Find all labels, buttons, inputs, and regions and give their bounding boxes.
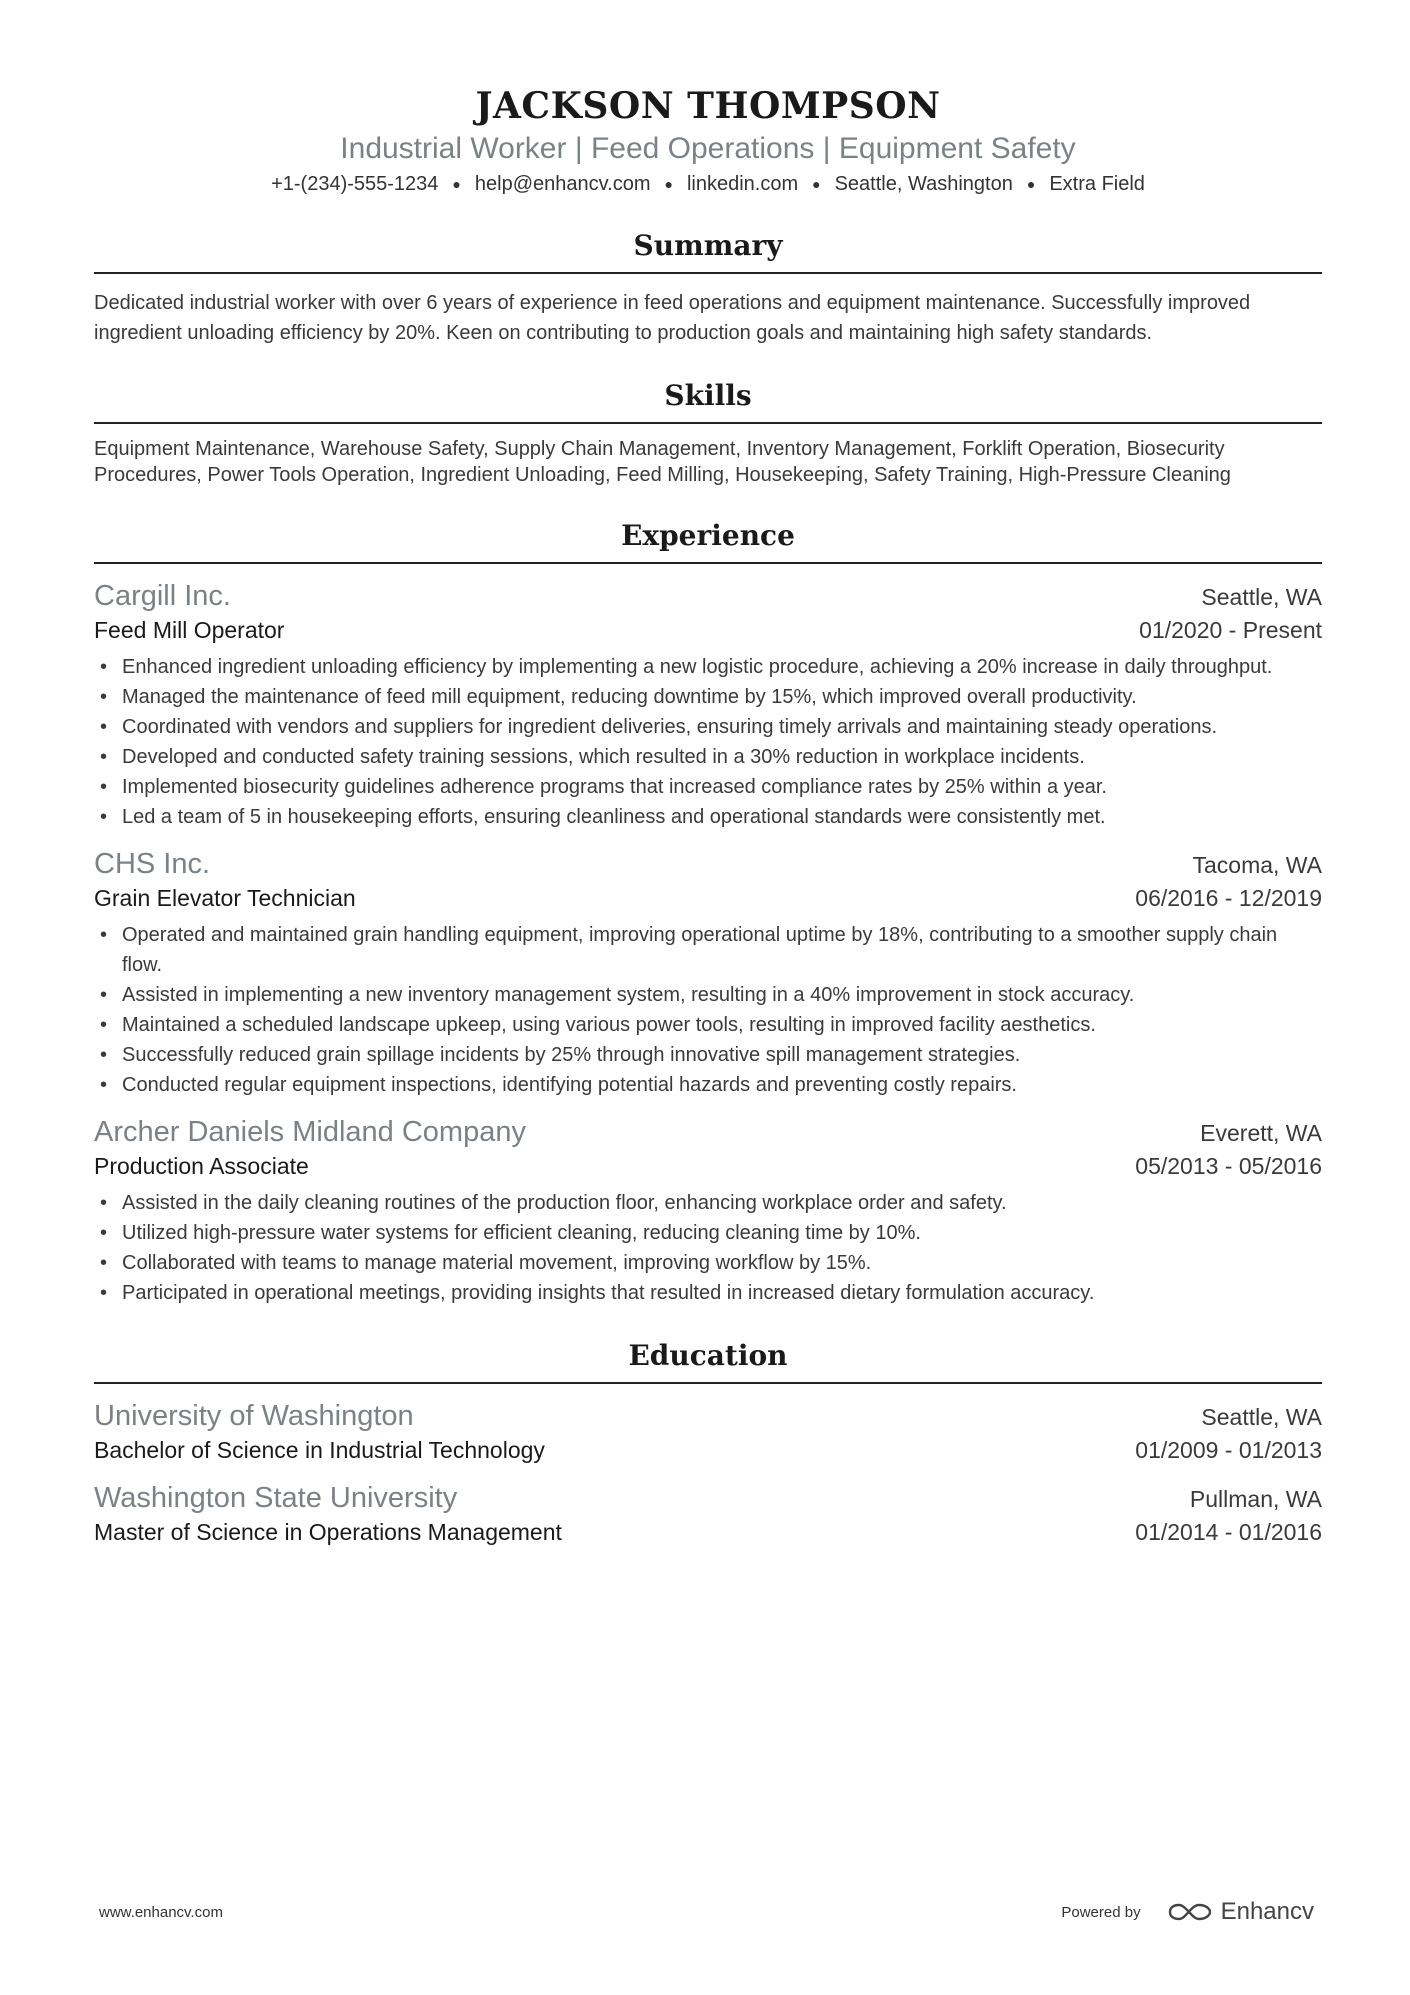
bullet-icon: • bbox=[100, 1282, 108, 1304]
bullet-icon: • bbox=[100, 1222, 108, 1244]
bullet-separator: ● bbox=[452, 176, 461, 192]
summary-section bbox=[94, 228, 1322, 348]
experience-heading: Experience bbox=[94, 518, 1322, 564]
bullet-icon: • bbox=[100, 1192, 108, 1214]
enhancv-brand-name: Enhancv bbox=[1220, 1898, 1314, 1925]
bullet-separator: ● bbox=[1026, 176, 1036, 192]
experience-entry bbox=[94, 846, 1322, 1100]
bullet-icon: • bbox=[100, 776, 108, 798]
bullet-icon: • bbox=[100, 746, 108, 768]
list-item: • Assisted in the daily cleaning routines of the production floor, enhancing workplace order and safety. bbox=[94, 1188, 1322, 1218]
candidate-name: JACKSON THOMPSON bbox=[475, 85, 941, 127]
skills-heading: Skills bbox=[94, 378, 1322, 424]
bullet-icon: • bbox=[100, 1074, 108, 1096]
list-item: • Coordinated with vendors and suppliers for ingredient deliveries, ensuring timely arrivals and maintaining steady operations. bbox=[94, 712, 1322, 742]
school-name: University of Washington bbox=[94, 1400, 414, 1432]
experience-entry bbox=[94, 1114, 1322, 1308]
list-item: • Developed and conducted safety training sessions, which resulted in a 30% reduction in workplace incidents. bbox=[94, 742, 1322, 772]
list-item: • Successfully reduced grain spillage incidents by 25% through innovative spill management strategies. bbox=[94, 1040, 1322, 1070]
job-dates: 01/2020 - Present bbox=[1139, 617, 1322, 643]
job-dates: 05/2013 - 05/2016 bbox=[1135, 1153, 1322, 1179]
job-location: Seattle, WA bbox=[1201, 584, 1322, 610]
contact-line bbox=[94, 170, 1322, 198]
enhancv-logo-icon bbox=[1167, 1901, 1213, 1923]
bullet-separator: ● bbox=[664, 176, 673, 192]
bullet-icon: • bbox=[100, 924, 108, 946]
bullet-icon: • bbox=[100, 1014, 108, 1036]
bullet-icon: • bbox=[100, 686, 108, 708]
contact-linkedin: linkedin.com bbox=[686, 173, 799, 195]
summary-text: Dedicated industrial worker with over 6 years of experience in feed operations and equipment maintenance. Successfully improved ingredient unloading efficiency by 20%. Keen on contributing to production goals and maintaining high safety standards. bbox=[94, 292, 1251, 344]
job-location: Everett, WA bbox=[1200, 1120, 1322, 1146]
enhancv-brand-link[interactable] bbox=[1167, 1898, 1314, 1926]
school-location: Pullman, WA bbox=[1189, 1486, 1322, 1512]
bullet-icon: • bbox=[100, 1044, 108, 1066]
resume-header bbox=[94, 84, 1322, 198]
list-item: • Conducted regular equipment inspections, identifying potential hazards and preventing costly repairs. bbox=[94, 1070, 1322, 1100]
list-item: • Utilized high-pressure water systems for efficient cleaning, reducing cleaning time by 10%. bbox=[94, 1218, 1322, 1248]
skills-section bbox=[94, 378, 1322, 488]
job-role: Feed Mill Operator bbox=[94, 617, 285, 643]
summary-heading: Summary bbox=[94, 228, 1322, 274]
bullet-icon: • bbox=[100, 1252, 108, 1274]
footer-branding bbox=[1061, 1898, 1314, 1926]
footer-url-link[interactable]: www.enhancv.com bbox=[99, 1903, 223, 1921]
list-item: • Implemented biosecurity guidelines adherence programs that increased compliance rates by 25% within a year. bbox=[94, 772, 1322, 802]
bullet-icon: • bbox=[100, 716, 108, 738]
achievement-list bbox=[94, 1188, 1322, 1308]
page-footer bbox=[99, 1898, 1314, 1926]
bullet-separator: ● bbox=[812, 176, 821, 192]
achievement-list bbox=[94, 920, 1322, 1100]
education-entry bbox=[94, 1480, 1322, 1548]
contact-location: Seattle, Washington bbox=[834, 173, 1013, 195]
school-location: Seattle, WA bbox=[1201, 1404, 1322, 1430]
company-name: CHS Inc. bbox=[94, 848, 211, 880]
job-role: Grain Elevator Technician bbox=[94, 885, 356, 911]
job-role: Production Associate bbox=[94, 1153, 309, 1179]
powered-by-label: Powered by bbox=[1061, 1903, 1141, 1921]
list-item: • Operated and maintained grain handling equipment, improving operational uptime by 18%, contributing to a smoother supply chain flow. bbox=[94, 920, 1322, 980]
list-item: • Led a team of 5 in housekeeping efforts, ensuring cleanliness and operational standards were consistently met. bbox=[94, 802, 1322, 832]
education-entry bbox=[94, 1398, 1322, 1466]
education-dates: 01/2014 - 01/2016 bbox=[1135, 1519, 1322, 1545]
list-item: • Managed the maintenance of feed mill equipment, reducing downtime by 15%, which improved overall productivity. bbox=[94, 682, 1322, 712]
degree-name: Bachelor of Science in Industrial Technology bbox=[94, 1437, 545, 1463]
contact-phone: +1-(234)-555-1234 bbox=[271, 173, 439, 195]
company-name: Archer Daniels Midland Company bbox=[94, 1116, 526, 1148]
candidate-title: Industrial Worker | Feed Operations | Equipment Safety bbox=[340, 132, 1076, 165]
list-item: • Assisted in implementing a new inventory management system, resulting in a 40% improvement in stock accuracy. bbox=[94, 980, 1322, 1010]
list-item: • Collaborated with teams to manage material movement, improving workflow by 15%. bbox=[94, 1248, 1322, 1278]
bullet-icon: • bbox=[100, 656, 108, 678]
school-name: Washington State University bbox=[94, 1482, 458, 1514]
list-item: • Maintained a scheduled landscape upkeep, using various power tools, resulting in improved facility aesthetics. bbox=[94, 1010, 1322, 1040]
education-section bbox=[94, 1338, 1322, 1548]
experience-section bbox=[94, 518, 1322, 1308]
company-name: Cargill Inc. bbox=[94, 580, 231, 612]
education-dates: 01/2009 - 01/2013 bbox=[1135, 1437, 1322, 1463]
job-dates: 06/2016 - 12/2019 bbox=[1135, 885, 1322, 911]
contact-extra: Extra Field bbox=[1049, 173, 1145, 195]
skills-text: Equipment Maintenance, Warehouse Safety, Supply Chain Management, Inventory Management, Forklift Operation, Biosecurity Procedures, Power Tools Operation, Ingredient Unloading, Feed Milling, Housekeeping, Safety Training, High-Pressure Cleaning bbox=[94, 438, 1231, 486]
achievement-list bbox=[94, 652, 1322, 832]
job-location: Tacoma, WA bbox=[1192, 852, 1322, 878]
experience-entry bbox=[94, 578, 1322, 832]
education-heading: Education bbox=[94, 1338, 1322, 1384]
resume-page bbox=[94, 84, 1322, 1548]
bullet-icon: • bbox=[100, 984, 108, 1006]
degree-name: Master of Science in Operations Management bbox=[94, 1519, 562, 1545]
list-item: • Enhanced ingredient unloading efficiency by implementing a new logistic procedure, achieving a 20% increase in daily throughput. bbox=[94, 652, 1322, 682]
contact-email: help@enhancv.com bbox=[474, 173, 651, 195]
list-item: • Participated in operational meetings, providing insights that resulted in increased dietary formulation accuracy. bbox=[94, 1278, 1322, 1308]
bullet-icon: • bbox=[100, 806, 108, 828]
